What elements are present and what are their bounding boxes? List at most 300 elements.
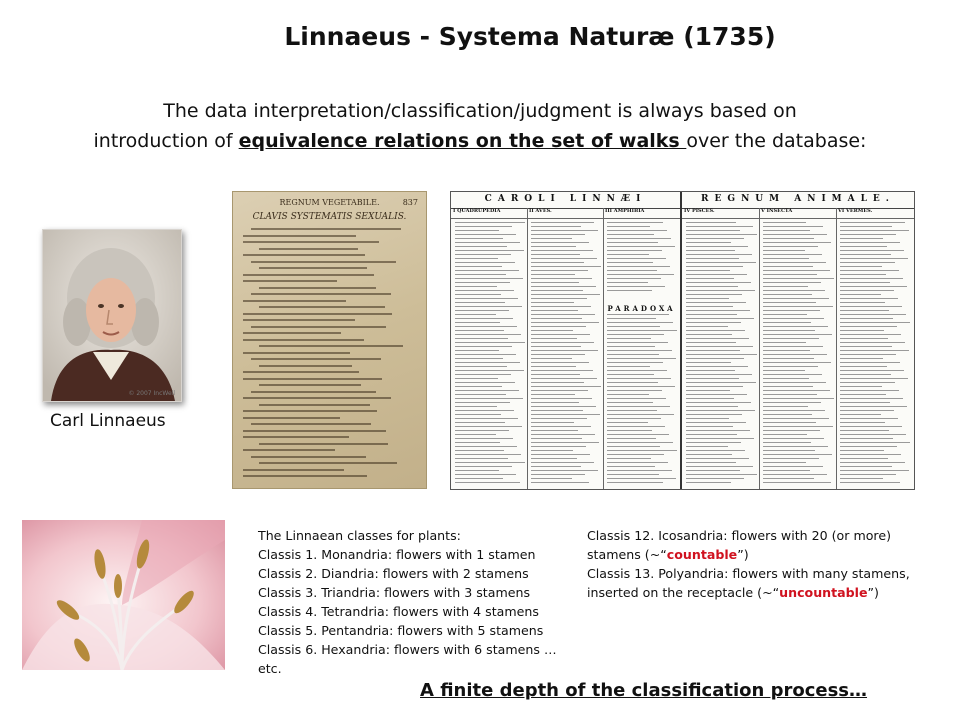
table-text-line [607,230,667,231]
table-text-line [840,242,900,243]
table-text-line [455,446,517,447]
table-text-line [531,478,572,479]
table-text-line [455,394,506,395]
table-text-line [686,302,746,303]
scan-text-line [251,293,391,295]
subtitle-suffix: over the database: [686,130,867,152]
table-left-page [451,192,682,489]
table-text-line [763,330,815,331]
table-text-line [763,298,829,299]
table-text-line [840,458,888,459]
table-text-line [607,326,660,327]
scan-heading: CLAVIS SYSTEMATIS SEXUALIS. [252,212,407,222]
table-text-line [686,422,746,423]
table-text-line [840,286,907,287]
table-text-line [531,342,594,343]
table-text-line [531,230,598,231]
table-text-line [607,370,667,371]
table-text-line [686,410,755,411]
table-text-line [531,398,592,399]
scan-text-line [251,228,401,230]
table-text-line [763,266,813,267]
scan-text-line [259,443,388,445]
table-text-line [840,326,897,327]
table-text-line [686,374,752,375]
table-text-line [686,338,749,339]
table-text-line [686,418,729,419]
table-text-line [607,410,657,411]
table-text-line [455,250,524,251]
table-text-line [840,330,884,331]
table-text-line [763,430,820,431]
table-text-line [686,406,738,407]
table-text-line [607,414,674,415]
table-text-line [686,462,736,463]
table-text-line [840,222,905,223]
table-text-line [686,366,748,367]
table-text-line [686,426,733,427]
table-text-line [686,230,740,231]
table-text-line [686,342,736,343]
table-text-line [607,366,650,367]
table-text-line [686,310,750,311]
table-text-line [686,398,734,399]
table-text-line [763,254,822,255]
table-text-line [607,374,654,375]
table-text-line [455,222,525,223]
table-text-line [763,282,821,283]
table-text-line [531,426,591,427]
scan-text-line [243,332,341,334]
table-text-line [455,314,496,315]
table-text-line [840,482,900,483]
table-text-line [607,446,660,447]
class-item: Classis 3. Triandria: flowers with 3 stamens [258,585,531,600]
table-text-line [531,450,573,451]
table-right-page [682,192,914,489]
table-text-line [455,358,503,359]
table-text-line [531,362,589,363]
table-text-line [455,350,499,351]
subtitle-line-2 [40,126,920,156]
class-item: Classis 2. Diandria: flowers with 2 stamens [258,566,529,581]
table-text-line [840,294,881,295]
table-right-header: REGNUM ANIMALE. [682,194,914,209]
table-text-line [763,378,809,379]
plant-classes-continued [587,526,927,602]
table-text-line [607,426,665,427]
table-text-line [686,258,739,259]
scan-text-line [259,404,370,406]
table-text-line [607,422,648,423]
table-text-line [840,334,901,335]
table-text-line [531,466,581,467]
table-text-line [840,398,903,399]
table-text-line [763,450,815,451]
scan-text-line [243,475,367,477]
table-text-line [607,430,652,431]
table-text-line [840,298,898,299]
table-text-line [455,242,520,243]
table-text-line [455,470,499,471]
table-text-line [455,450,504,451]
table-text-line [607,278,661,279]
table-text-line [455,482,520,483]
table-text-line [686,474,757,475]
table-text-line [455,322,500,323]
table-text-line [763,394,817,395]
table-text-line [455,306,522,307]
table-text-line [840,406,907,407]
table-text-line [840,354,896,355]
table-text-line [840,478,883,479]
table-text-line [763,454,832,455]
scan-text-line [251,423,371,425]
table-text-line [531,410,583,411]
table-text-line [763,350,810,351]
table-text-line [763,294,812,295]
table-text-line [531,334,590,335]
scan-text-line [259,248,358,250]
table-text-line [531,314,595,315]
scan-text-line [259,306,385,308]
table-text-line [455,274,506,275]
table-text-line [840,302,885,303]
table-text-line [763,358,814,359]
scan-text-line [259,267,367,269]
table-text-line [607,262,653,263]
slide-subtitle [40,96,920,156]
scan-text-line [251,358,381,360]
table-text-line [763,370,805,371]
table-text-line [763,270,830,271]
table-text-line [607,330,677,331]
scan-text-line [243,469,344,471]
table-text-line [531,346,581,347]
scan-text-line [251,456,366,458]
table-text-line [763,314,807,315]
table-text-line [531,310,578,311]
table-left-header: CAROLI LINNÆI [451,194,680,209]
table-text-line [686,254,752,255]
table-text-line [607,402,653,403]
table-text-line [686,286,738,287]
table-text-line [455,382,515,383]
table-text-line [531,242,589,243]
paradoxa-label: PARADOXA [607,304,676,313]
table-text-line [607,434,669,435]
table-column-heading: I QUADRUPEDIA [451,208,527,219]
table-text-line [686,250,735,251]
table-text-line [455,434,496,435]
class-item: Classis 1. Monandria: flowers with 1 stamen [258,547,536,562]
table-text-line [763,414,812,415]
table-text-line [607,238,671,239]
table-text-line [455,402,510,403]
table-text-line [840,350,909,351]
table-text-line [607,234,654,235]
table-text-line [840,258,908,259]
table-text-line [531,262,584,263]
table-text-line [840,394,886,395]
table-text-line [686,226,753,227]
table-text-line [840,438,893,439]
table-text-line [686,430,750,431]
table-text-line [840,470,909,471]
table-text-line [531,254,580,255]
table-text-line [840,382,895,383]
table-text-line [455,334,521,335]
table-text-line [607,470,672,471]
countable-label: countable [666,547,738,562]
table-text-line [455,342,525,343]
table-text-line [763,422,816,423]
table-text-line [531,222,594,223]
table-text-line [607,418,661,419]
table-text-line [763,478,814,479]
table-text-line [763,374,822,375]
table-text-line [531,366,576,367]
table-text-line [607,478,676,479]
table-text-line [607,390,662,391]
table-text-line [455,386,502,387]
table-text-line [840,274,886,275]
table-text-line [686,270,730,271]
table-text-line [455,410,514,411]
table-text-line [763,462,806,463]
table-text-line [607,226,650,227]
plant-classes-list [258,526,568,678]
table-text-line [531,374,580,375]
table-text-line [840,374,891,375]
table-text-line [455,474,516,475]
table-text-line [607,250,662,251]
table-text-line [455,346,512,347]
table-text-line [607,314,669,315]
class-13-line-1: Classis 13. Polyandria: flowers with many stamens, [587,566,910,581]
table-text-line [763,362,831,363]
table-text-line [686,330,745,331]
table-text-line [531,458,577,459]
table-text-line [455,466,512,467]
table-text-line [686,314,737,315]
table-text-line [607,358,676,359]
table-text-line [763,302,816,303]
table-text-line [840,266,882,267]
flower-illustration [22,520,225,670]
table-text-line [763,226,823,227]
table-text-line [686,370,735,371]
table-text-line [763,250,805,251]
table-text-line [455,422,505,423]
table-text-line [455,262,515,263]
table-text-line [840,366,887,367]
finite-depth-note: A finite depth of the classification process… [420,680,868,701]
scan-text-line [243,436,349,438]
table-column-heading: II AVES. [527,208,603,219]
table-text-line [840,226,892,227]
table-text-line [763,262,826,263]
table-text-line [455,326,517,327]
table-text-line [607,394,649,395]
table-text-line [763,342,806,343]
table-text-line [763,434,807,435]
table-text-line [840,278,903,279]
table-text-line [531,338,577,339]
table-text-line [607,286,665,287]
table-text-line [455,226,512,227]
table-text-line [531,370,593,371]
classes-etc: etc. [258,661,282,676]
table-text-line [607,242,658,243]
table-text-line [686,450,745,451]
table-text-line [607,482,663,483]
table-text-line [686,294,742,295]
scan-text-line [243,319,355,321]
table-text-line [607,382,658,383]
scan-text-line [243,300,346,302]
table-text-line [686,458,749,459]
table-text-line [531,462,594,463]
linnaeus-portrait [42,229,182,402]
table-text-line [455,418,518,419]
table-column-heading: III AMPHIBIA [603,208,680,219]
table-text-line [455,438,513,439]
table-text-line [686,390,730,391]
scan-text-line [259,345,403,347]
table-text-line [686,394,747,395]
table-text-line [840,450,884,451]
table-text-line [607,354,659,355]
table-text-line [763,338,819,339]
scan-text-line [243,280,337,282]
table-text-line [607,342,668,343]
table-text-line [686,346,753,347]
table-text-line [840,442,910,443]
table-text-line [686,446,728,447]
table-text-line [607,350,672,351]
subtitle-prefix: introduction of [93,130,239,152]
table-text-line [531,390,588,391]
table-text-line [455,462,525,463]
class-item: Classis 5. Pentandria: flowers with 5 stamens [258,623,544,638]
table-text-line [531,378,597,379]
scan-text-line [259,365,352,367]
table-text-line [607,450,677,451]
table-text-line [686,362,731,363]
table-text-line [455,234,516,235]
table-text-line [686,234,757,235]
table-text-line [840,418,898,419]
class-12-line-1: Classis 12. Icosandria: flowers with 20 (or more) [587,528,891,543]
scan-text-line [259,462,397,464]
table-text-line [840,314,906,315]
table-text-line [455,238,503,239]
table-text-line [763,290,825,291]
table-text-line [531,290,583,291]
table-text-line [455,362,520,363]
class-13-prefix: inserted on the receptacle (~“ [587,585,780,600]
table-text-line [531,302,574,303]
table-text-line [763,286,808,287]
table-text-line [686,266,743,267]
table-text-line [531,330,573,331]
table-text-line [763,310,820,311]
table-text-line [686,438,754,439]
scan-text-line [243,339,364,341]
table-text-line [607,258,666,259]
table-text-line [686,378,739,379]
table-text-line [840,462,905,463]
table-text-line [840,234,896,235]
table-text-line [531,406,596,407]
table-text-line [455,270,519,271]
scan-text-line [243,371,359,373]
table-text-line [455,374,511,375]
table-text-line [763,458,819,459]
table-text-line [763,426,833,427]
scan-text-line [243,378,382,380]
class-12-prefix: stamens (~“ [587,547,667,562]
scan-text-line [243,235,356,237]
table-text-line [455,254,511,255]
table-text-line [531,414,600,415]
table-text-line [763,402,821,403]
scan-text-line [259,384,361,386]
table-text-line [763,346,823,347]
table-text-line [607,454,664,455]
table-text-line [607,398,666,399]
table-text-line [763,390,830,391]
table-text-line [686,402,751,403]
table-text-line [531,402,579,403]
table-text-line [607,334,664,335]
table-text-line [607,322,673,323]
table-text-line [455,258,498,259]
table-text-line [763,466,823,467]
table-text-line [455,370,524,371]
slide-title: Linnaeus - Systema Naturæ (1735) [284,22,776,51]
table-text-line [455,478,503,479]
table-text-line [763,406,808,407]
table-text-line [763,366,818,367]
table-text-line [840,282,890,283]
table-text-line [840,310,889,311]
table-text-line [455,278,523,279]
table-text-line [840,254,891,255]
table-text-line [686,318,754,319]
table-text-line [455,318,513,319]
table-text-line [607,254,649,255]
table-text-line [455,310,509,311]
table-text-line [686,290,755,291]
table-text-line [840,430,889,431]
table-text-line [531,238,572,239]
table-text-line [607,246,675,247]
table-text-line [840,446,897,447]
scan-text-line [243,274,374,276]
scan-text-line [259,287,376,289]
table-text-line [531,350,598,351]
scan-text-line [243,397,391,399]
table-text-line [686,466,753,467]
table-text-line [455,354,516,355]
table-text-line [607,442,673,443]
table-text-line [531,442,599,443]
table-text-line [686,354,757,355]
table-text-line [531,282,579,283]
table-text-line [455,290,514,291]
